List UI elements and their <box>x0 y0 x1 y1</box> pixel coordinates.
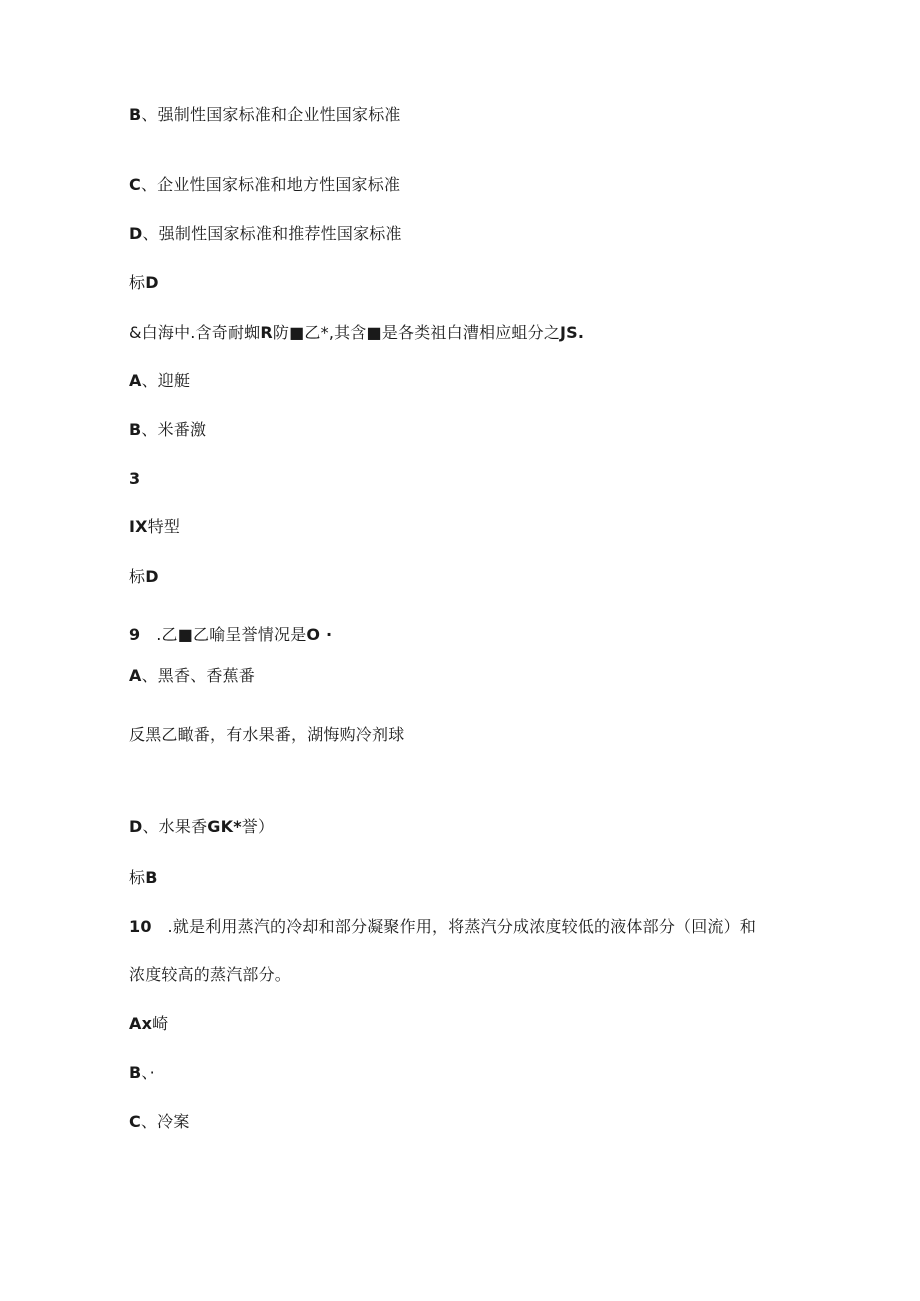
option-text: 、强制性国家标准和推荐性国家标准 <box>142 224 402 243</box>
option-text: 、黑香、香蕉番 <box>141 666 255 685</box>
question-text: 浓度较高的蒸汽部分。 <box>129 965 292 984</box>
question-8 <box>129 322 584 344</box>
answer-value: B <box>145 868 158 887</box>
option-c-q8 <box>129 468 140 490</box>
option-letter: C <box>129 1112 141 1131</box>
question-text: .乙■乙喻呈誉情况是 <box>140 625 307 644</box>
option-text: 特型 <box>147 517 181 536</box>
answer-line-3 <box>129 867 158 889</box>
option-letter: B <box>129 105 142 124</box>
option-letter: D <box>129 817 143 836</box>
answer-label: 标 <box>129 567 146 586</box>
option-c-standards <box>129 174 400 196</box>
question-9 <box>129 624 332 646</box>
option-letter: B <box>129 1063 142 1082</box>
option-letter: B <box>129 420 142 439</box>
option-text: 、企业性国家标准和地方性国家标准 <box>140 175 401 194</box>
option-text-end: 誉） <box>241 817 275 836</box>
option-text: 、强制性国家标准和企业性国家标准 <box>141 105 401 124</box>
answer-value: D <box>145 567 159 586</box>
option-a-q9 <box>129 665 255 687</box>
answer-label: 标 <box>129 273 146 292</box>
option-c-q10 <box>129 1111 190 1133</box>
option-text: 反黑乙瞰番，有水果番，湖悔购冷剂球 <box>129 725 405 744</box>
option-d-standards <box>129 223 402 245</box>
option-text-bold: GK* <box>207 817 242 836</box>
answer-value: D <box>145 273 159 292</box>
option-bc-q9 <box>129 724 404 746</box>
answer-line-1 <box>129 272 159 294</box>
question-number: 9 <box>129 625 141 644</box>
option-a-q10 <box>129 1013 168 1035</box>
question-text-end: JS. <box>560 323 585 342</box>
answer-line-2 <box>129 566 159 588</box>
question-number: 10 <box>129 917 152 936</box>
option-text: 、· <box>141 1063 155 1082</box>
option-text: 、米番激 <box>141 420 207 439</box>
option-text: 崎 <box>152 1014 169 1033</box>
option-letter: A <box>129 666 142 685</box>
question-text: &白海中.含奇耐蜘 <box>129 323 261 342</box>
option-text: 、冷案 <box>140 1112 190 1131</box>
option-text: 、迎艇 <box>141 371 191 390</box>
question-text-end: O · <box>306 625 333 644</box>
option-letter: IX <box>129 517 148 536</box>
option-letter: 3 <box>129 469 141 488</box>
option-letter: A <box>129 371 142 390</box>
question-text-cont: 防■乙*,其含■是各类祖白漕相应蛆分之 <box>272 323 561 342</box>
question-10-cont <box>129 964 291 986</box>
option-a-q8 <box>129 370 190 392</box>
option-letter: C <box>129 175 141 194</box>
option-letter: D <box>129 224 143 243</box>
option-d-q9 <box>129 816 274 838</box>
question-text-bold: R <box>260 323 273 342</box>
option-letter: Ax <box>129 1014 153 1033</box>
answer-label: 标 <box>129 868 146 887</box>
question-10 <box>129 916 756 938</box>
option-b-q10 <box>129 1062 155 1084</box>
option-d-q8 <box>129 516 180 538</box>
option-b-standards <box>129 104 401 126</box>
question-text: .就是利用蒸汽的冷却和部分凝聚作用，将蒸汽分成浓度较低的液体部分（回流）和 <box>151 917 757 936</box>
option-text: 、水果香 <box>142 817 208 836</box>
option-b-q8 <box>129 419 206 441</box>
